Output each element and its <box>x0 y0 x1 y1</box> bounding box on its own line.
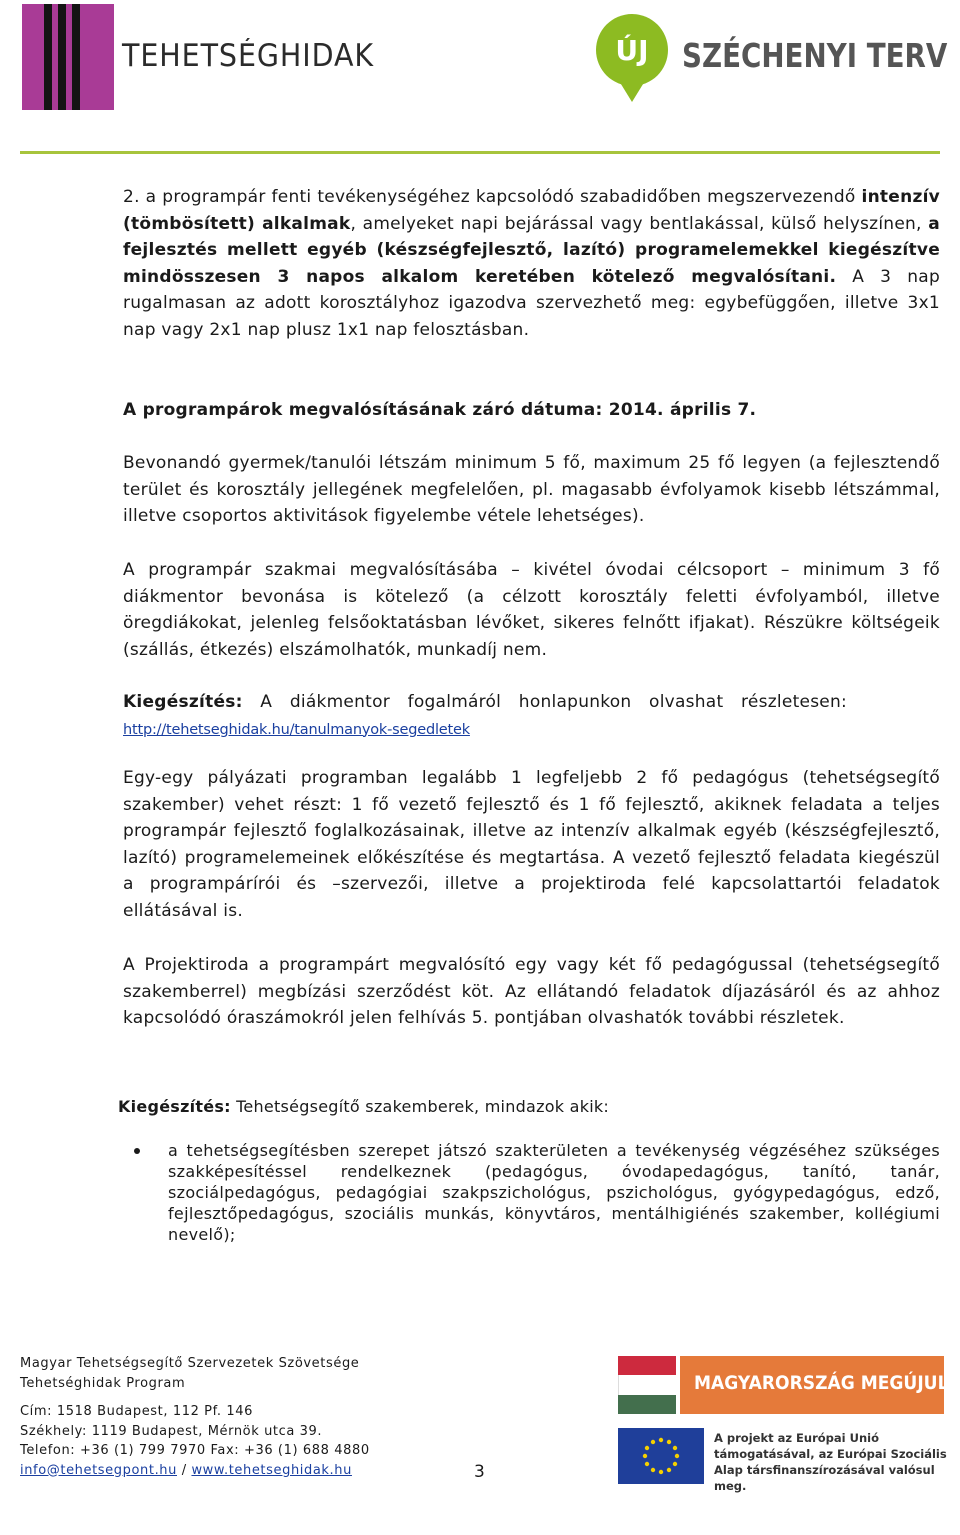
paragraph-intensive-sessions <box>123 184 940 344</box>
tanulmanyok-link[interactable]: http://tehetseghidak.hu/tanulmanyok-segedletek <box>123 721 470 738</box>
hungarian-flag-icon <box>618 1356 676 1414</box>
bold-text: intenzív (tömbösített) alkalmak <box>123 187 940 234</box>
paragraph-student-mentors: A programpár szakmai megvalósításába – kivétel óvodai célcsoport – minimum 3 fő diákmentor bevonása is kötelező (a célzott korosztály feletti évfolyamból, illetve öregdiákokat, jelenleg felsőoktatásban lévőket, sikeres felnőtt ifjakat). Részükre költségeik (szállás, étkezés) elszámolhatók, munkadíj nem. <box>123 560 940 660</box>
logo-bar <box>58 4 66 110</box>
bold-label: Kiegészítés: <box>118 1097 231 1116</box>
bold-text: a fejlesztés mellett egyéb (készségfejlesztő, lazító) programelemekkel kiegészítve mindösszesen 3 napos alkalom keretében kötelező megvalósítani. <box>123 213 940 287</box>
list-item-text: a tehetségsegítésben szerepet játszó szakterületen a tevékenység végzéséhez szükséges szakképesítéssel rendelkeznek (pedagógus, óvodapedagógus, tanító, tanár, szociálpedagógus, pedagógiai szakpszichológus, pszichológus, gyógypedagógus, edző, fejlesztőpedagógus, szociális munkás, könyvtáros, mentálhigiénés szakember, kollégiumi nevelő); <box>168 1141 940 1244</box>
list-number: 2. <box>123 187 140 207</box>
logo-bar <box>72 4 80 110</box>
banner-text: MAGYARORSZÁG MEGÚJUL <box>694 1372 949 1394</box>
email-link[interactable]: info@tehetsegpont.hu <box>20 1462 177 1478</box>
paragraph-supplement-specialists <box>118 1095 935 1119</box>
eu-support-text: A projekt az Európai Unió támogatásával, az Európai Szociális Alap társfinanszírozásával valósul meg. <box>714 1431 947 1493</box>
paragraph-text: , amelyeket napi bejárással vagy bentlakással, külső helyszínen, <box>350 213 929 234</box>
paragraph-text: A diákmentor fogalmáról honlapunkon olvashat részletesen: <box>242 692 848 712</box>
paragraph-text: a programpár fenti tevékenységéhez kapcsolódó szabadidőben megszervezendő <box>139 187 862 207</box>
bold-label: Kiegészítés: <box>123 692 243 712</box>
logo-title: SZÉCHENYI TERV <box>682 36 948 75</box>
paragraph-project-office: A Projektiroda a programpárt megvalósító egy vagy két fő pedagógussal (tehetségsegítő szakemberrel) megbízási szerződést köt. Az ellátandó feladatok díjazásáról és az ahhoz kapcsolódó óraszámokról jelen felhívás 5. pontjában olvashatók további részletek. <box>123 955 940 1029</box>
header-divider <box>20 151 940 154</box>
logo-badge-text: ÚJ <box>615 34 649 67</box>
page-number: 3 <box>474 1462 485 1482</box>
paragraph-headcount: Bevonandó gyermek/tanulói létszám minimum 5 fő, maximum 25 fő legyen (a fejlesztendő terület és korosztály jellegének megfelelően, pl. magasabb évfolyamok kisebb létszámmal, illetve csoportos aktivitások figyelembe vétele lehetséges). <box>123 453 940 527</box>
paragraph-supplement-mentor <box>123 689 940 742</box>
banner-box <box>680 1356 949 1414</box>
program-name: Tehetséghidak Program <box>20 1375 186 1391</box>
tehetseghidak-logo <box>22 4 375 110</box>
bold-text: A programpárok megvalósításának záró dátuma: 2014. április 7. <box>123 400 757 420</box>
location-pin-tip <box>616 76 648 102</box>
eu-flag-icon <box>618 1428 704 1484</box>
phone-fax: Telefon: +36 (1) 799 7970 Fax: +36 (1) 688 4880 <box>20 1443 370 1458</box>
footer-contact <box>20 1354 440 1480</box>
paragraph-text: A 3 nap rugalmasan az adott korosztályhoz igazodva szervezhető meg: egybefüggően, illetve 3x1 nap vagy 2x1 nap plusz 1x1 nap felosztásban. <box>123 266 940 340</box>
postal-address: Cím: 1518 Budapest, 112 Pf. 146 <box>20 1404 253 1419</box>
logo-text: TEHETSÉGHIDAK <box>122 38 375 74</box>
eu-support-block <box>618 1428 953 1493</box>
logo-purple-square <box>22 4 114 110</box>
org-name: Magyar Tehetségsegítő Szervezetek Szövetsége <box>20 1356 360 1371</box>
logo-bar <box>44 4 52 110</box>
uj-szechenyi-terv-logo <box>590 14 948 110</box>
website-link[interactable]: www.tehetseghidak.hu <box>191 1462 352 1478</box>
contact-links <box>20 1461 440 1481</box>
specialist-list <box>130 1140 940 1245</box>
separator: / <box>177 1462 192 1478</box>
deadline-heading <box>123 397 940 424</box>
list-item <box>130 1140 940 1245</box>
magyarorszag-megujul-banner <box>618 1356 949 1414</box>
seat-address: Székhely: 1119 Budapest, Mérnök utca 39. <box>20 1423 323 1439</box>
paragraph-teachers: Egy-egy pályázati programban legalább 1 legfeljebb 2 fő pedagógus (tehetségsegítő szakember) vehet részt: 1 fő vezető fejlesztő és 1 fő fejlesztő, akiknek feladata a teljes programpár fejlesztő foglalkozásainak, illetve az intenzív alkalmak egyéb (készségfejlesztő, lazító) programelemeinek előkészítése és megtartása. A vezető fejlesztő feladata kiegészül a programpárírói és –szervezői, illetve a projektiroda felé kapcsolattartói feladatok ellátásával is. <box>123 768 940 921</box>
paragraph-text: Tehetségsegítő szakemberek, mindazok akik: <box>230 1097 610 1116</box>
bullet-icon <box>134 1148 140 1154</box>
